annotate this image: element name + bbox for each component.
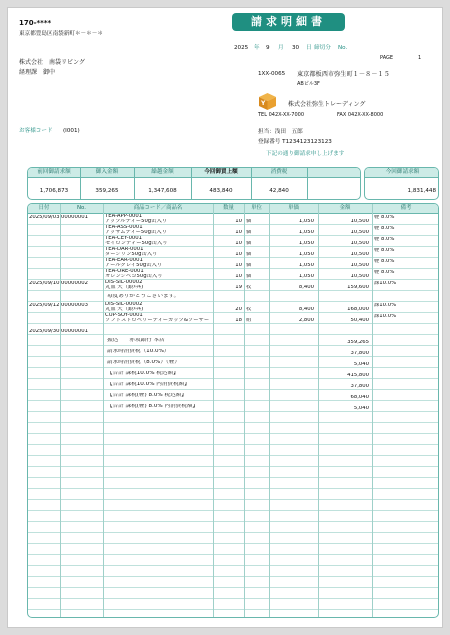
summary-header-carryover: 繰越金額 — [151, 169, 174, 175]
cell-code: DIS-SIL-00002 — [105, 280, 143, 285]
cell-unit: 個 — [246, 263, 252, 268]
table-row — [28, 280, 438, 291]
table-row — [28, 423, 438, 434]
cell-amount: 10,500 — [350, 230, 369, 235]
invoice-page: 170-**** 東京都豊島区南袋新町＊－＊－＊ 株式会社 南袋リビング 経理課 御中 お客様コード (I001) 請求明細書 2025 年 9 月 30 日 締切分 No. PAGE 1 1XX-0065 東京都板西市弥生町１－８－１５ ABビル3F Y 株式会社弥生トレーディング TEL 042X-XX-7000 FAX 042X-XX-8000 担当：浅田 五郎 登録番号 T1234123123123 下記の通り御請求申し上げます 前回御請求額 御入金額 繰越金額 今回御買上額 消費税 1,706,873 359,265 1,347,608 483,840 42,840 今回御請求額 1,831,448 2025/09/03 00000001 10 個 1,050 10,500 軽 8.0% TEA-APP-0001 アップルティー50g缶入り 10 個 1,050 10,500 軽 8.0% TEA-ASS-0001 アッサムティー50g缶入り 10 個 1,050 10,500 軽 8.0% TEA-CEY-0001 セイロンティー50g缶入り 10 個 1,050 10,500 軽 8.0% TEA-DAR-0001 ダージリン50g缶入り 10 個 1,050 10,500 軽 8.0% TEA-EAR-0001 アールグレイ50g缶入り 10 個 1,050 10,500 軽 8.0% TEA-ORE-0001 オレンジペコ50g缶入り 2025/09/10 00000002 19 枚 8,400 159,600 課10.0% DIS-SIL-00002 丸皿 大（銀ﾒｯｷ) 毎度ありがとうございます。 2025/09/12 00000003 20 枚 8,400 168,000 課10.0% DIS-SIL-00002 丸皿 大（銀ﾒｯｷ) 18 組 2,800 50,400 課10.0% CUP-SOY-0001 ソフトストロベリーティーカップ&ソーサー 2025/09/30 00000001 359,265 振込 赤坂銀行 本店 37,800 請求時消費税（10.0%） 5,040 請求時消費税（8.0%）（軽） 415,800 【合計 課税10.0% 税込額】 37,800 【合計 課税10.0% 内消費税額】 68,040 【合計 課税(軽) 8.0% 税込額】 5,040 【合計 課税(軽) 8.0% 内消費税額】 日付 No. 商品コード／商品名 数量 単位 単価 金額 備考 — [7, 7, 443, 628]
customer-code: (I001) — [63, 128, 80, 134]
cell-price: 2,800 — [298, 318, 314, 323]
cell-name: アールグレイ50g缶入り — [105, 263, 163, 268]
billing-note: 下記の通り御請求申し上げます — [266, 151, 345, 157]
cell-qty: 18 — [235, 318, 242, 323]
cell-amount: 159,600 — [347, 285, 369, 290]
cell-name: 振込 赤坂銀行 本店 — [107, 338, 165, 343]
table-row — [28, 456, 438, 467]
cell-name: 【合計 課税10.0% 税込額】 — [107, 371, 179, 376]
cell-name: アッサムティー50g缶入り — [105, 230, 167, 235]
issuer-address: 東京都板西市弥生町１－８－１５ — [297, 71, 390, 78]
table-row — [28, 247, 438, 258]
table-row — [28, 555, 438, 566]
cell-qty: 10 — [235, 219, 242, 224]
cell-name: セイロンティー50g缶入り — [105, 241, 168, 246]
table-row — [28, 588, 438, 599]
col-amount: 金額 — [339, 205, 351, 211]
cell-code: TEA-CEY-0001 — [105, 236, 143, 241]
cell-amount: 415,800 — [347, 373, 369, 378]
postal-code: 170-**** — [19, 19, 52, 27]
cell-date: 2025/09/03 — [29, 214, 60, 220]
cell-amount: 10,500 — [350, 219, 369, 224]
summary-total-box — [364, 167, 439, 200]
table-row — [28, 566, 438, 577]
cell-note: 軽 8.0% — [374, 236, 395, 242]
cell-qty: 10 — [235, 241, 242, 246]
cell-code: TEA-ORE-0001 — [105, 269, 144, 274]
cell-amount: 5,040 — [353, 362, 369, 367]
summary-box — [27, 167, 361, 200]
cell-price: 1,050 — [298, 241, 314, 246]
cell-name: 毎度ありがとうございます。 — [107, 294, 180, 299]
cell-amount: 10,500 — [350, 241, 369, 246]
cell-name: 【合計 課税10.0% 内消費税額】 — [107, 382, 190, 387]
cell-name: 【合計 課税(軽) 8.0% 税込額】 — [107, 393, 187, 398]
table-row — [28, 500, 438, 511]
cell-date: 2025/09/30 — [29, 329, 60, 334]
table-row — [28, 489, 438, 500]
table-row — [28, 610, 438, 618]
table-row — [28, 346, 438, 357]
cell-qty: 20 — [235, 307, 242, 312]
cell-name: オレンジペコ50g缶入り — [105, 274, 163, 279]
cell-note: 課10.0% — [374, 280, 397, 286]
summary-value-current: 483,840 — [209, 188, 233, 194]
cell-price: 8,400 — [298, 307, 314, 312]
table-row — [28, 577, 438, 588]
cell-qty: 19 — [235, 285, 242, 290]
company-logo-icon — [258, 92, 277, 111]
table-row — [28, 291, 438, 302]
cell-unit: 枚 — [246, 285, 252, 290]
cell-date: 2025/09/12 — [29, 302, 60, 308]
cell-unit: 個 — [246, 230, 252, 235]
page-number: 1 — [418, 55, 422, 61]
table-row — [28, 225, 438, 236]
cell-name: アップルティー50g缶入り — [105, 219, 168, 224]
cell-name: ダージリン50g缶入り — [105, 252, 158, 257]
table-row — [28, 434, 438, 445]
cell-amount: 168,000 — [347, 307, 369, 312]
cell-code: DIS-SIL-00002 — [105, 302, 143, 307]
cell-amount: 5,040 — [353, 406, 369, 411]
cell-unit: 枚 — [246, 307, 252, 312]
cell-qty: 10 — [235, 252, 242, 257]
cell-unit: 個 — [246, 241, 252, 246]
cell-price: 1,050 — [298, 230, 314, 235]
cell-name: 丸皿 大（銀ﾒｯｷ) — [105, 307, 144, 312]
cell-unit: 個 — [246, 219, 252, 224]
table-row — [28, 302, 438, 313]
summary-header-current: 今回御買上額 — [204, 169, 238, 175]
summary-header-previous: 前回御請求額 — [37, 169, 71, 175]
customer-company: 株式会社 南袋リビング — [19, 59, 85, 66]
cell-name: 請求時消費税（8.0%）（軽） — [107, 360, 180, 365]
recipient-address: 東京都豊島区南袋新町＊－＊－＊ — [19, 31, 103, 37]
col-no: No. — [77, 205, 86, 211]
table-row — [28, 544, 438, 555]
table-row — [28, 478, 438, 489]
cell-unit: 個 — [246, 252, 252, 257]
summary-value-carryover: 1,347,608 — [148, 188, 177, 194]
table-row — [28, 357, 438, 368]
summary-value-tax: 42,840 — [269, 188, 289, 194]
cell-no: 00000002 — [61, 280, 88, 286]
detail-table — [27, 203, 439, 618]
cell-note: 軽 8.0% — [374, 269, 395, 275]
issuer-company: 株式会社弥生トレーディング — [288, 101, 366, 108]
table-row — [28, 269, 438, 280]
cell-note: 軽 8.0% — [374, 247, 395, 253]
col-item: 商品コード／商品名 — [133, 205, 183, 211]
issuer-registration: 登録番号 T1234123123123 — [258, 139, 332, 145]
table-row — [28, 324, 438, 335]
table-row — [28, 412, 438, 423]
table-row — [28, 214, 438, 225]
table-row — [28, 511, 438, 522]
cell-amount: 50,400 — [350, 318, 369, 323]
issuer-person: 担当：浅田 五郎 — [258, 129, 303, 135]
cell-amount: 359,265 — [347, 340, 369, 345]
cell-price: 1,050 — [298, 252, 314, 257]
cell-code: CUP-SOY-0001 — [105, 313, 143, 318]
table-row — [28, 522, 438, 533]
col-date: 日付 — [38, 205, 50, 211]
cell-code: TEA-EAR-0001 — [105, 258, 143, 263]
table-row — [28, 445, 438, 456]
page-label: PAGE — [380, 55, 394, 61]
cell-name: 請求時消費税（10.0%） — [107, 349, 170, 354]
issuer-tel: TEL 042X-XX-7000 — [258, 112, 304, 118]
cell-unit: 個 — [246, 274, 252, 279]
cell-no: 00000003 — [61, 302, 88, 308]
customer-dept: 経理課 御中 — [19, 69, 56, 76]
table-row — [28, 313, 438, 324]
cell-no: 00000001 — [61, 214, 88, 220]
cell-price: 8,400 — [298, 285, 314, 290]
table-row — [28, 236, 438, 247]
cell-no: 00000001 — [61, 329, 88, 334]
cell-name: 【合計 課税(軽) 8.0% 内消費税額】 — [107, 404, 199, 409]
document-title: 請求明細書 — [232, 13, 345, 31]
cell-unit: 組 — [246, 318, 252, 323]
summary-value-total: 1,831,448 — [407, 188, 436, 194]
svg-text:Y: Y — [261, 100, 266, 107]
table-row — [28, 368, 438, 379]
cell-amount: 10,500 — [350, 274, 369, 279]
summary-header-total: 今回御請求額 — [385, 169, 420, 175]
cell-date: 2025/09/10 — [29, 280, 60, 286]
table-row — [28, 335, 438, 346]
col-qty: 数量 — [223, 205, 234, 211]
cell-name: ソフトストロベリーティーカップ&ソーサー — [105, 318, 210, 323]
summary-value-previous: 1,706,873 — [39, 188, 69, 194]
cell-note: 軽 8.0% — [374, 258, 395, 264]
issuer-building: ABビル3F — [297, 81, 320, 87]
table-row — [28, 258, 438, 269]
cell-price: 1,050 — [298, 263, 314, 268]
cell-qty: 10 — [235, 230, 242, 235]
cell-code: TEA-ASS-0001 — [105, 225, 143, 230]
cell-amount: 37,800 — [350, 351, 369, 356]
cell-note: 課10.0% — [374, 302, 397, 308]
table-row — [28, 379, 438, 390]
summary-header-tax: 消費税 — [270, 169, 288, 175]
cell-price: 1,050 — [298, 274, 314, 279]
cell-code: TEA-DAR-0001 — [105, 247, 144, 252]
summary-value-payment: 359,265 — [95, 188, 119, 194]
cell-note: 軽 8.0% — [374, 214, 395, 220]
issuer-postal: 1XX-0065 — [258, 71, 286, 77]
cell-amount: 10,500 — [350, 263, 369, 268]
cell-price: 1,050 — [298, 219, 314, 224]
cell-qty: 10 — [235, 274, 242, 279]
cell-amount: 10,500 — [350, 252, 369, 257]
issuer-fax: FAX 042X-XX-8000 — [337, 112, 384, 118]
table-row — [28, 401, 438, 412]
table-row — [28, 533, 438, 544]
cell-note: 課10.0% — [374, 313, 397, 319]
cell-amount: 37,800 — [350, 384, 369, 389]
cell-code: TEA-APP-0001 — [105, 214, 143, 219]
customer-code-label: お客様コード — [19, 128, 53, 134]
table-row — [28, 467, 438, 478]
col-unit: 単位 — [251, 205, 262, 211]
cell-qty: 10 — [235, 263, 242, 268]
col-price: 単価 — [288, 205, 299, 211]
cell-name: 丸皿 大（銀ﾒｯｷ) — [105, 285, 144, 290]
summary-header-payment: 御入金額 — [95, 169, 119, 175]
cell-amount: 68,040 — [350, 395, 369, 400]
table-row — [28, 599, 438, 610]
table-row — [28, 390, 438, 401]
col-note: 備考 — [400, 205, 412, 211]
cell-note: 軽 8.0% — [374, 225, 395, 231]
